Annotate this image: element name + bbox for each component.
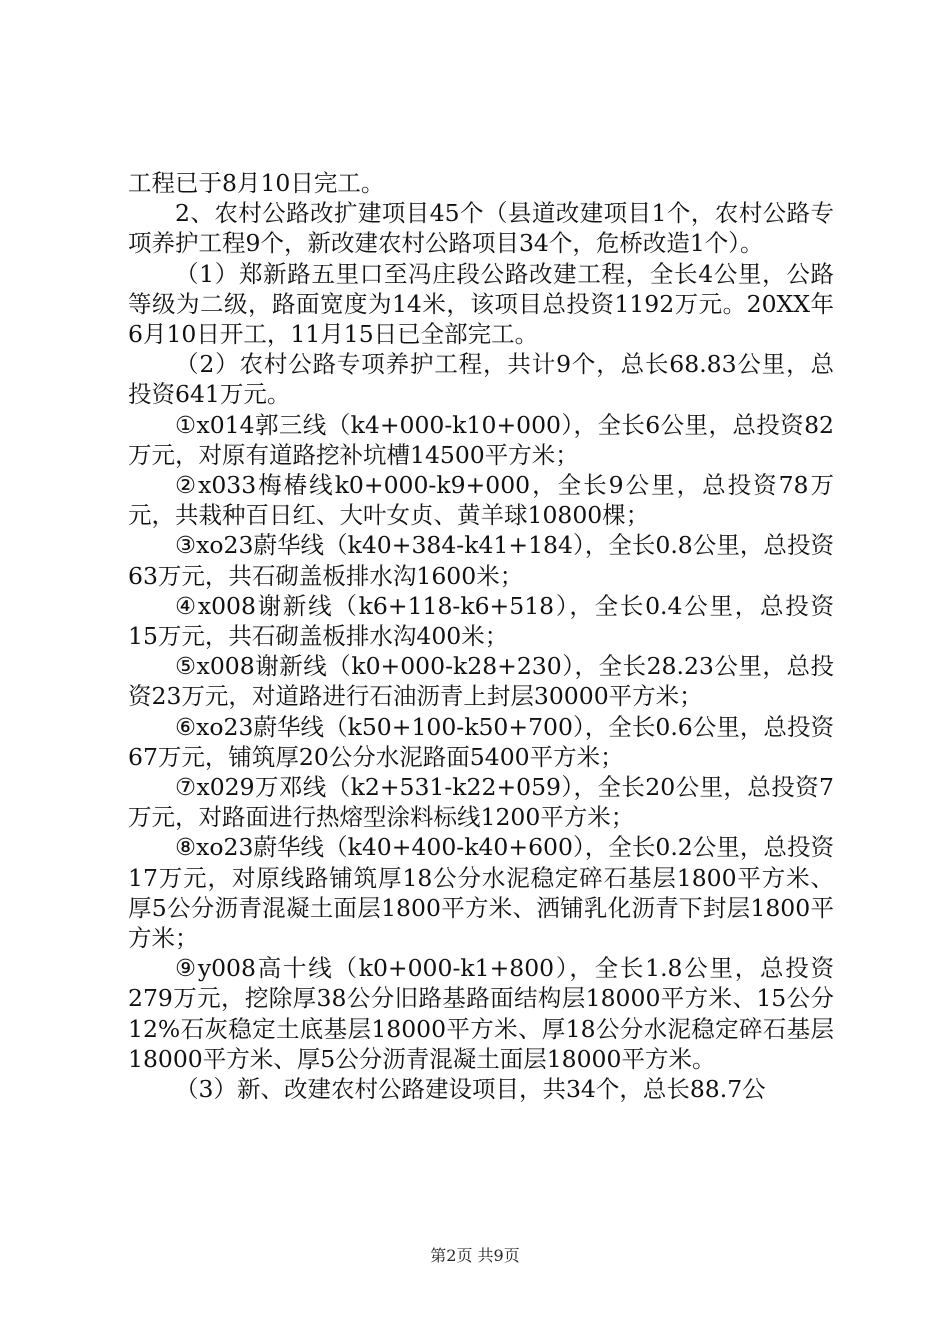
list-item-circled-3: ③xo23蔚华线（k40+384-k41+184），全长0.8公里，总投资63万元，共石砌盖板排水沟1600米； — [128, 531, 834, 590]
list-item-circled-5: ⑤x008谢新线（k0+000-k28+230），全长28.23公里，总投资23万元，对道路进行石油沥青上封层30000平方米； — [128, 652, 834, 711]
list-item-circled-6: ⑥xo23蔚华线（k50+100-k50+700），全长0.6公里，总投资67万元，铺筑厚20公分水泥路面5400平方米； — [128, 712, 834, 771]
list-item-circled-2: ②x033梅椿线k0+000-k9+000，全长9公里，总投资78万元，共栽种百日红、大叶女贞、黄羊球10800棵； — [128, 471, 834, 530]
page-number-footer: 第2页 共9页 — [430, 1246, 520, 1265]
list-item-circled-1: ①x014郭三线（k4+000-k10+000），全长6公里，总投资82万元，对原有道路挖补坑槽14500平方米； — [128, 410, 834, 469]
body-text — [128, 168, 834, 1104]
list-item-circled-4: ④x008谢新线（k6+118-k6+518），全长0.4公里，总投资15万元，共石砌盖板排水沟400米； — [128, 591, 834, 651]
paragraph-item-1: （1）郑新路五里口至冯庄段公路改建工程，全长4公里，公路等级为二级，路面宽度为14米，该项目总投资1192万元。20XX年6月10日开工，11月15日已全部完工。 — [128, 259, 834, 349]
list-item-circled-8: ⑧xo23蔚华线（k40+400-k40+600），全长0.2公里，总投资17万元，对原线路铺筑厚18公分水泥稳定碎石基层1800平方米、厚5公分沥青混凝土面层1800平方米、洒铺乳化沥青下封层1800平方米； — [128, 833, 834, 953]
paragraph-item-3: （3）新、改建农村公路建设项目，共34个，总长88.7公 — [175, 1075, 766, 1104]
paragraph-item-2: （2）农村公路专项养护工程，共计9个，总长68.83公里，总投资641万元。 — [128, 350, 834, 409]
paragraph-continuation: 工程已于8月10日完工。 — [128, 169, 385, 197]
list-item-circled-7: ⑦x029万邓线（k2+531-k22+059），全长20公里，总投资7万元，对路面进行热熔型涂料标线1200平方米； — [128, 773, 834, 832]
paragraph-section-2: 2、农村公路改扩建项目45个（县道改建项目1个，农村公路专项养护工程9个，新改建农村公路项目34个，危桥改造1个）。 — [128, 199, 834, 258]
list-item-circled-9: ⑨y008高十线（k0+000-k1+800），全长1.8公里，总投资279万元，挖除厚38公分旧路基路面结构层18000平方米、15公分12%石灰稳定土底基层18000平方米、厚18公分水泥稳定碎石基层18000平方米、厚5公分沥青混凝土面层18000平方米。 — [128, 954, 834, 1073]
